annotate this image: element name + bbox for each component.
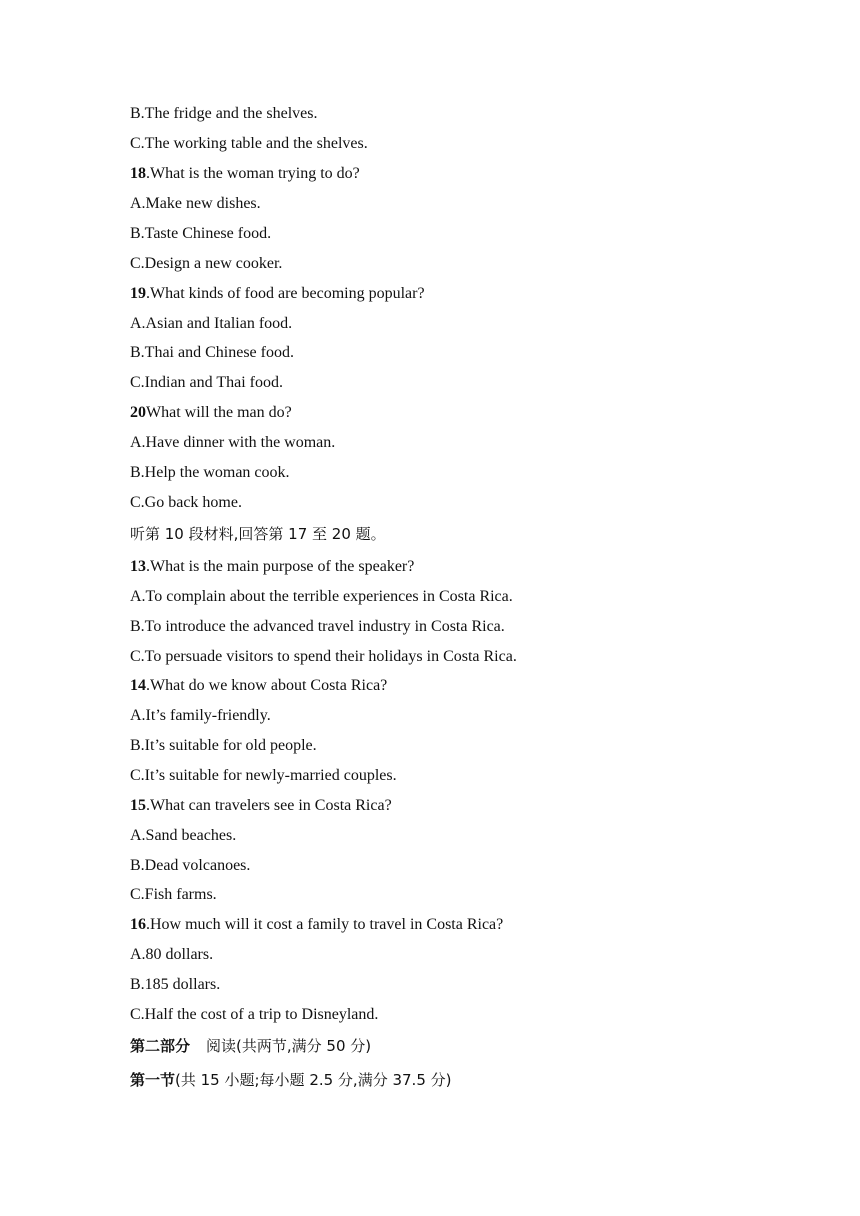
part-title: 第二部分 <box>130 1037 191 1055</box>
question-stem: What will the man do? <box>146 404 292 421</box>
option-line: B.It’s suitable for old people. <box>130 737 317 754</box>
question-number: 18 <box>130 165 146 182</box>
question-15 <box>130 796 392 816</box>
question-14 <box>130 676 387 696</box>
question-13 <box>130 557 414 577</box>
option-line: B.Taste Chinese food. <box>130 225 272 242</box>
question-stem: .What kinds of food are becoming popular? <box>146 285 425 302</box>
question-stem: .How much will it cost a family to travel in Costa Rica? <box>146 916 504 933</box>
option-line: C.Fish farms. <box>130 886 217 903</box>
section-heading <box>130 1070 452 1091</box>
option-line: A.Make new dishes. <box>130 195 261 212</box>
question-stem: .What is the woman trying to do? <box>146 165 360 182</box>
option-line: B.Help the woman cook. <box>130 464 290 481</box>
option-line: A.It’s family-friendly. <box>130 707 271 724</box>
question-number: 14 <box>130 677 146 694</box>
section-title: 第一节 <box>130 1071 176 1089</box>
option-line: B.To introduce the advanced travel industry in Costa Rica. <box>130 618 505 635</box>
option-line: B.185 dollars. <box>130 976 221 993</box>
listening-instruction: 听第 10 段材料,回答第 17 至 20 题。 <box>130 525 386 543</box>
question-number: 15 <box>130 797 146 814</box>
question-19 <box>130 284 425 304</box>
question-number: 20 <box>130 404 146 421</box>
option-line: C.Indian and Thai food. <box>130 374 284 391</box>
option-line: B.Thai and Chinese food. <box>130 344 294 361</box>
option-line: C.It’s suitable for newly-married couples. <box>130 767 397 784</box>
part-subtitle: 阅读(共两节,满分 50 分) <box>206 1037 372 1055</box>
question-stem: .What do we know about Costa Rica? <box>146 677 388 694</box>
question-16 <box>130 915 503 935</box>
option-line: C.Design a new cooker. <box>130 255 283 272</box>
question-number: 16 <box>130 916 146 933</box>
section-subtitle: (共 15 小题;每小题 2.5 分,满分 37.5 分) <box>175 1071 452 1089</box>
question-20 <box>130 403 292 423</box>
question-number: 19 <box>130 285 146 302</box>
option-line: A.Sand beaches. <box>130 827 237 844</box>
option-line: C.Half the cost of a trip to Disneyland. <box>130 1006 379 1023</box>
part-heading <box>130 1036 371 1057</box>
option-line: A.To complain about the terrible experiences in Costa Rica. <box>130 588 513 605</box>
option-line: B.Dead volcanoes. <box>130 857 251 874</box>
question-stem: .What can travelers see in Costa Rica? <box>146 797 392 814</box>
option-line: A.Asian and Italian food. <box>130 315 293 332</box>
option-line: C.To persuade visitors to spend their holidays in Costa Rica. <box>130 648 517 665</box>
option-line: A.Have dinner with the woman. <box>130 434 336 451</box>
question-18 <box>130 164 360 184</box>
option-line: C.Go back home. <box>130 494 242 511</box>
question-number: 13 <box>130 558 146 575</box>
option-line: B.The fridge and the shelves. <box>130 105 318 122</box>
option-line: A.80 dollars. <box>130 946 214 963</box>
option-line: C.The working table and the shelves. <box>130 135 368 152</box>
question-stem: .What is the main purpose of the speaker? <box>146 558 415 575</box>
